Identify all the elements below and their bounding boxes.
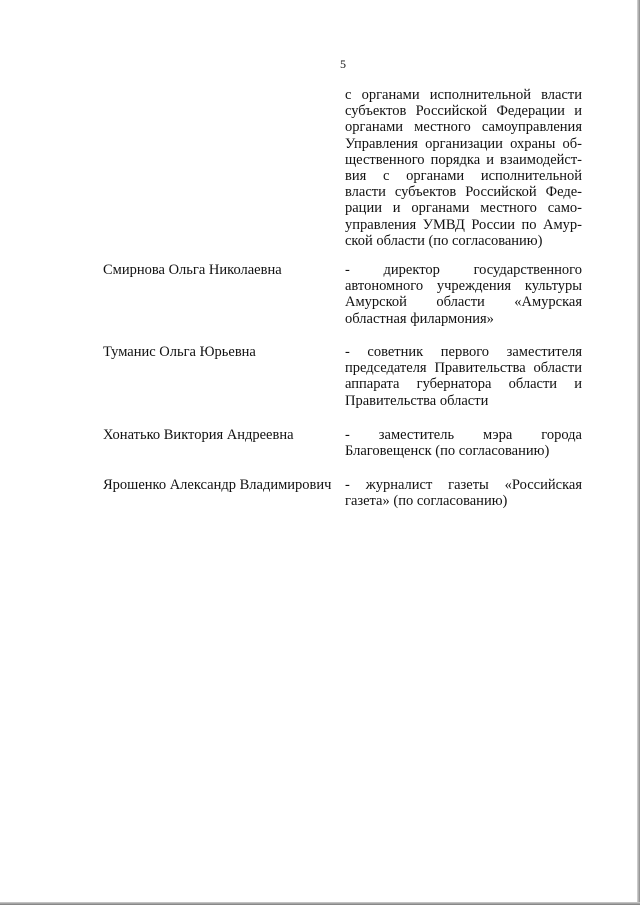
- text-line: газета» (по согласованию): [345, 493, 508, 510]
- text-line: вия с органами исполнительной: [345, 168, 582, 185]
- member-name: Ярошенко Александр Владимирович: [103, 477, 332, 493]
- text-line: областная филармония»: [345, 310, 494, 327]
- member-name: Туманис Ольга Юрьевна: [103, 344, 256, 360]
- text-line: автономного учреждения культуры: [345, 278, 582, 295]
- text-line: - журналист газеты «Российская: [345, 477, 582, 493]
- text-line: - директор государственного: [345, 262, 582, 278]
- text-line: щественного порядка и взаимодейст-: [345, 151, 582, 168]
- text-line: Управления организации охраны об-: [345, 135, 582, 152]
- member-position: [345, 477, 582, 509]
- text-line: Благовещенск (по согласованию): [345, 443, 550, 460]
- text-line: власти субъектов Российской Феде-: [345, 184, 582, 201]
- member-name: Смирнова Ольга Николаевна: [103, 262, 282, 278]
- text-line: - заместитель мэра города: [345, 427, 582, 443]
- text-line: - советник первого заместителя: [345, 344, 582, 360]
- page-number: 5: [340, 57, 346, 71]
- text-line: ской области (по согласованию): [345, 232, 543, 249]
- member-name: Хонатько Виктория Андреевна: [103, 427, 294, 443]
- member-position: [345, 427, 582, 459]
- continuation-text: [345, 87, 582, 249]
- member-position: [345, 262, 582, 327]
- text-line: субъектов Российской Федерации и: [345, 103, 582, 120]
- text-line: председателя Правительства области: [345, 360, 582, 377]
- text-line: с органами исполнительной власти: [345, 87, 582, 103]
- text-line: рации и органами местного само-: [345, 200, 582, 217]
- text-line: Правительства области: [345, 392, 489, 409]
- text-line: Амурской области «Амурская: [345, 294, 582, 311]
- text-line: аппарата губернатора области и: [345, 376, 582, 393]
- text-line: управления УМВД России по Амур-: [345, 216, 582, 233]
- text-line: органами местного самоуправления: [345, 119, 582, 136]
- member-position: [345, 344, 582, 409]
